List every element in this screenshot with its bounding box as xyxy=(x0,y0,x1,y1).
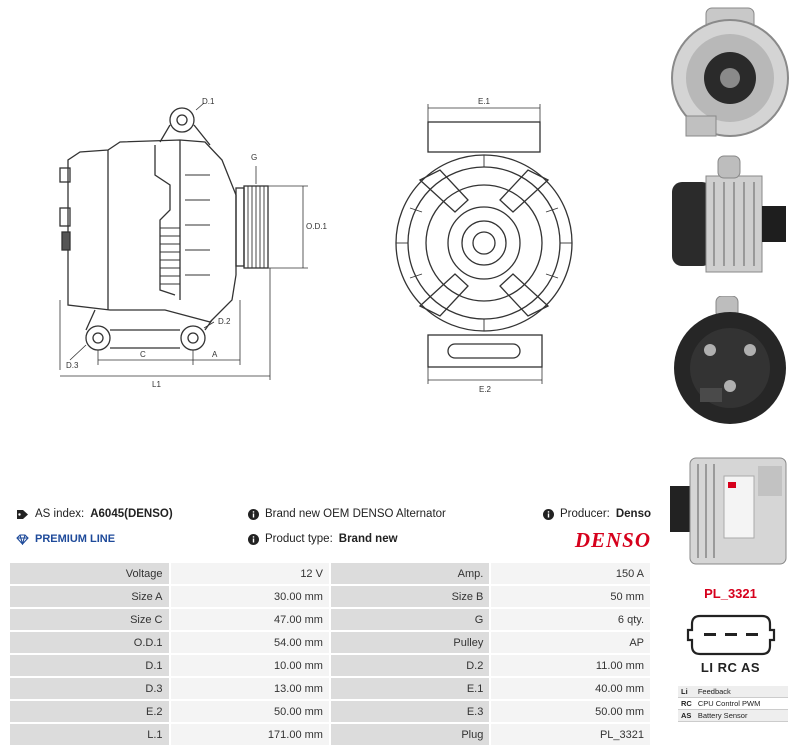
spec-value: 11.00 mm xyxy=(491,655,650,676)
tag-icon xyxy=(16,509,29,520)
legend-desc: Battery Sensor xyxy=(695,710,788,722)
product-type-label: Product type: xyxy=(265,533,333,545)
spec-value: 50.00 mm xyxy=(491,701,650,722)
spec-key: E.3 xyxy=(331,701,489,722)
label-a: A xyxy=(212,350,218,359)
spec-key: L.1 xyxy=(10,724,169,745)
premium-line xyxy=(16,533,115,545)
plug-pins: LI RC AS xyxy=(700,660,761,675)
spec-key: Voltage xyxy=(10,563,169,584)
photo-front-view xyxy=(666,6,794,142)
spec-key: E.2 xyxy=(10,701,169,722)
spec-row xyxy=(10,632,650,653)
legend-key: AS xyxy=(678,710,695,722)
spec-value: AP xyxy=(491,632,650,653)
info-icon xyxy=(248,509,259,520)
producer xyxy=(543,508,651,520)
label-e1: E.1 xyxy=(478,97,491,106)
spec-row xyxy=(10,655,650,676)
pin-legend xyxy=(678,686,788,722)
as-index xyxy=(16,508,173,520)
spec-value: PL_3321 xyxy=(491,724,650,745)
legend-row xyxy=(678,698,788,710)
legend-key: RC xyxy=(678,698,695,710)
label-od1: O.D.1 xyxy=(306,222,327,231)
description-text: Brand new OEM DENSO Alternator xyxy=(265,508,446,520)
label-c: C xyxy=(140,350,146,359)
spec-value: 171.00 mm xyxy=(171,724,329,745)
photo-rear-view xyxy=(666,296,794,432)
spec-key: Plug xyxy=(331,724,489,745)
producer-value: Denso xyxy=(615,508,651,520)
spec-value: 54.00 mm xyxy=(171,632,329,653)
label-l1: L1 xyxy=(152,380,161,389)
spec-key: G xyxy=(331,609,489,630)
spec-value: 30.00 mm xyxy=(171,586,329,607)
spec-table xyxy=(8,561,652,747)
product-info xyxy=(10,506,655,552)
spec-key: O.D.1 xyxy=(10,632,169,653)
info-icon xyxy=(543,509,554,520)
spec-key: Size B xyxy=(331,586,489,607)
plug-code: PL_3321 xyxy=(704,586,757,601)
as-index-value: A6045(DENSO) xyxy=(90,508,173,520)
spec-key: Pulley xyxy=(331,632,489,653)
spec-value: 40.00 mm xyxy=(491,678,650,699)
spec-key: D.3 xyxy=(10,678,169,699)
legend-row xyxy=(678,686,788,698)
premium-line-label: PREMIUM LINE xyxy=(35,533,116,545)
spec-value: 13.00 mm xyxy=(171,678,329,699)
spec-key: Size A xyxy=(10,586,169,607)
spec-value: 6 qty. xyxy=(491,609,650,630)
denso-logo: DENSO xyxy=(574,528,651,552)
label-d1: D.1 xyxy=(202,97,215,106)
spec-key: D.1 xyxy=(10,655,169,676)
plug-diagram xyxy=(668,582,793,752)
label-d2: D.2 xyxy=(218,317,231,326)
label-g: G xyxy=(251,153,258,162)
spec-row xyxy=(10,609,650,630)
as-index-label: AS index: xyxy=(35,508,85,520)
spec-value: 50 mm xyxy=(491,586,650,607)
product-type-value: Brand new xyxy=(338,533,398,545)
legend-key: Li xyxy=(678,686,695,698)
spec-key: D.2 xyxy=(331,655,489,676)
spec-row xyxy=(10,678,650,699)
spec-value: 150 A xyxy=(491,563,650,584)
label-e2: E.2 xyxy=(479,385,492,394)
spec-value: 12 V xyxy=(171,563,329,584)
spec-row xyxy=(10,701,650,722)
product-type xyxy=(248,533,398,545)
spec-value: 50.00 mm xyxy=(171,701,329,722)
plug-connector-icon xyxy=(686,610,776,660)
legend-desc: Feedback xyxy=(695,686,788,698)
spec-row xyxy=(10,563,650,584)
legend-row xyxy=(678,710,788,722)
spec-key: E.1 xyxy=(331,678,489,699)
info-icon xyxy=(248,534,259,545)
photo-side-view xyxy=(666,152,794,288)
diamond-icon xyxy=(16,534,29,545)
description xyxy=(248,508,446,520)
legend-desc: CPU Control PWM xyxy=(695,698,788,710)
photo-label-view xyxy=(666,442,794,578)
spec-row xyxy=(10,586,650,607)
product-photos xyxy=(660,0,800,580)
spec-key: Amp. xyxy=(331,563,489,584)
spec-row xyxy=(10,724,650,745)
label-d3: D.3 xyxy=(66,361,79,370)
spec-value: 47.00 mm xyxy=(171,609,329,630)
spec-key: Size C xyxy=(10,609,169,630)
spec-value: 10.00 mm xyxy=(171,655,329,676)
producer-label: Producer: xyxy=(559,508,610,520)
